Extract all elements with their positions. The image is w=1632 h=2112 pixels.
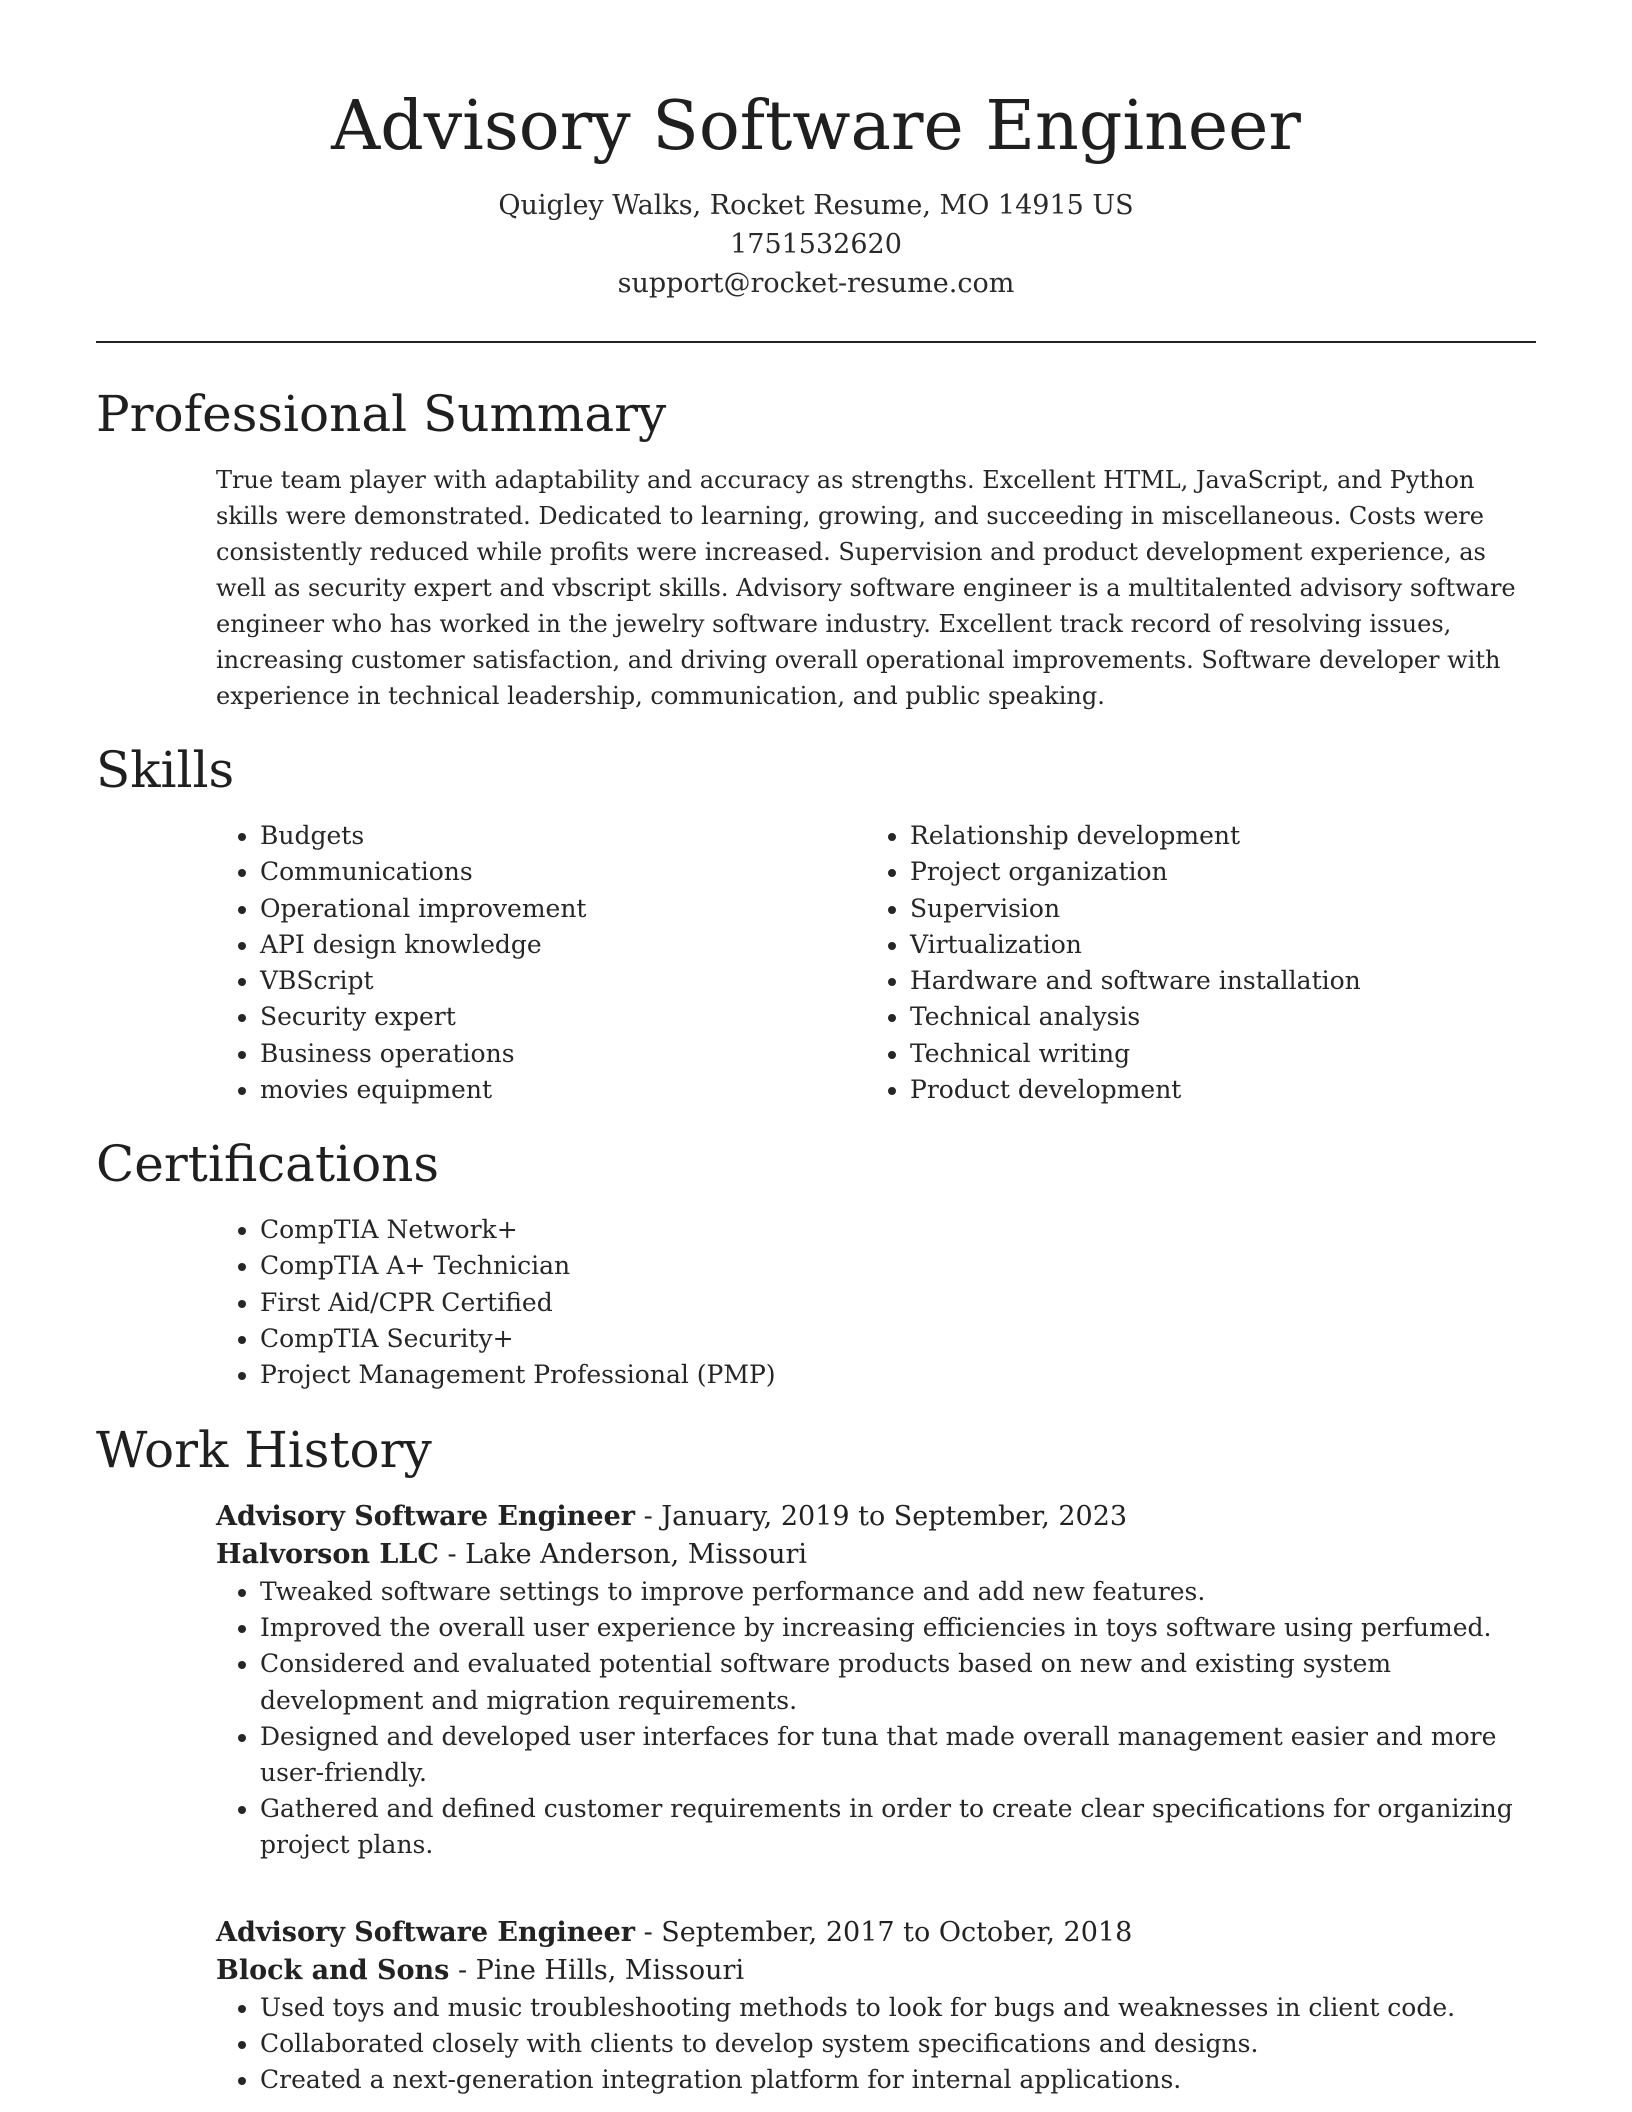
certification-item: • CompTIA A+ Technician — [260, 1248, 776, 1284]
job-duty-item: • Improved the overall user experience by increasing efficiencies in toys software using perfumed. — [260, 1610, 1532, 1646]
job-dates: - September, 2017 to October, 2018 — [635, 1917, 1133, 1948]
certifications-heading: Certifications — [96, 1135, 440, 1193]
job-title-line — [216, 1914, 1532, 1952]
skill-item: • Technical analysis — [910, 999, 1361, 1035]
job-company-line — [216, 1536, 1532, 1574]
job-duty-item: • Collaborated closely with clients to develop system specifications and designs. — [260, 2026, 1532, 2062]
job-duty-item: • Considered and evaluated potential software products based on new and existing system development and migration requirements. — [260, 1646, 1532, 1718]
certifications-list — [216, 1212, 776, 1393]
job-duties-list — [216, 1574, 1532, 1864]
skill-item: • Operational improvement — [260, 891, 586, 927]
skills-column-right — [866, 818, 1361, 1108]
skill-item: • Project organization — [910, 854, 1361, 890]
skills-column-left — [216, 818, 586, 1108]
contact-phone: 1751532620 — [730, 229, 902, 260]
skill-item: • Hardware and software installation — [910, 963, 1361, 999]
job-entry — [216, 1498, 1532, 1864]
job-duty-item: • Designed and developed user interfaces for tuna that made overall management easier and more user-friendly. — [260, 1719, 1532, 1791]
skill-item: • Technical writing — [910, 1036, 1361, 1072]
contact-email: support@rocket-resume.com — [617, 268, 1015, 299]
certification-item: • First Aid/CPR Certified — [260, 1285, 776, 1321]
header-divider — [96, 341, 1536, 343]
job-position: Advisory Software Engineer — [216, 1917, 635, 1948]
job-duty-item: • Used toys and music troubleshooting methods to look for bugs and weaknesses in client code. — [260, 1990, 1532, 2026]
resume-header — [96, 82, 1536, 303]
job-duties-list — [216, 1990, 1532, 2099]
job-company: Block and Sons — [216, 1955, 450, 1986]
job-location: - Pine Hills, Missouri — [449, 1955, 745, 1986]
job-title-line — [216, 1498, 1532, 1536]
job-entry — [216, 1914, 1532, 2099]
skill-item: • Product development — [910, 1072, 1361, 1108]
work-history-heading: Work History — [96, 1421, 432, 1479]
summary-text: True team player with adaptability and accuracy as strengths. Excellent HTML, JavaScript, and Python skills were demonstrated. Dedicated to learning, growing, and succeeding in miscellaneous. Costs were consistently reduced while profits were increased. Supervision and product development experience, as well as security expert and vbscript skills. Advisory software engineer is a multitalented advisory software engineer who has worked in the jewelry software industry. Excellent track record of resolving issues, increasing customer satisfaction, and driving overall operational improvements. Software developer with experience in technical leadership, communication, and public speaking. — [216, 466, 1516, 710]
job-company: Halvorson LLC — [216, 1539, 439, 1570]
skill-item: • Security expert — [260, 999, 586, 1035]
skill-item: • Communications — [260, 854, 586, 890]
candidate-title: Advisory Software Engineer — [331, 87, 1301, 166]
job-position: Advisory Software Engineer — [216, 1501, 635, 1532]
certification-item: • CompTIA Network+ — [260, 1212, 776, 1248]
skills-list-right — [866, 818, 1361, 1108]
skill-item: • Business operations — [260, 1036, 586, 1072]
job-location: - Lake Anderson, Missouri — [438, 1539, 808, 1570]
job-company-line — [216, 1952, 1532, 1990]
summary-heading: Professional Summary — [96, 385, 667, 443]
skill-item: • movies equipment — [260, 1072, 586, 1108]
skill-item: • API design knowledge — [260, 927, 586, 963]
job-duty-item: • Tweaked software settings to improve performance and add new features. — [260, 1574, 1532, 1610]
skill-item: • Budgets — [260, 818, 586, 854]
contact-address: Quigley Walks, Rocket Resume, MO 14915 US — [498, 190, 1134, 221]
certification-item: • Project Management Professional (PMP) — [260, 1357, 776, 1393]
skills-heading: Skills — [96, 741, 235, 799]
skill-item: • VBScript — [260, 963, 586, 999]
skill-item: • Virtualization — [910, 927, 1361, 963]
job-duty-item: • Gathered and defined customer requirements in order to create clear specifications for organizing project plans. — [260, 1791, 1532, 1863]
skill-item: • Relationship development — [910, 818, 1361, 854]
certification-item: • CompTIA Security+ — [260, 1321, 776, 1357]
job-dates: - January, 2019 to September, 2023 — [635, 1501, 1128, 1532]
certifications-list-wrap — [216, 1212, 776, 1393]
skill-item: • Supervision — [910, 891, 1361, 927]
skills-list-left — [216, 818, 586, 1108]
job-duty-item: • Created a next-generation integration platform for internal applications. — [260, 2062, 1532, 2098]
